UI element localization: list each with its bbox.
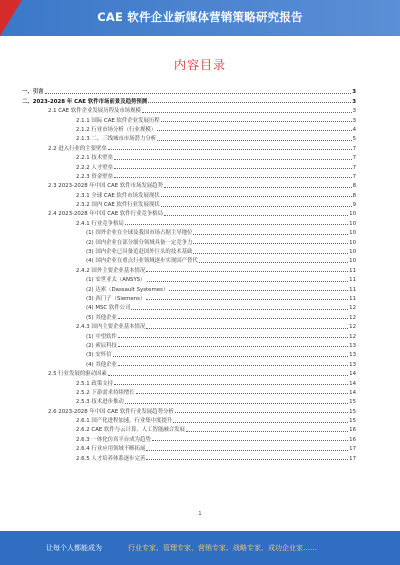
toc-entry[interactable] bbox=[22, 302, 356, 311]
toc-entry-title: 2.1.2 行业市场分析（行业规模） bbox=[76, 126, 157, 133]
toc-leader-dots bbox=[161, 206, 352, 207]
toc-entry-title: 2.3.1 全球 CAE 软件市场发展现状 bbox=[76, 192, 160, 199]
toc-leader-dots bbox=[142, 112, 352, 113]
toc-entry-page: 12 bbox=[349, 333, 356, 340]
toc-entry[interactable] bbox=[22, 321, 356, 330]
toc-entry-page: 13 bbox=[349, 342, 356, 349]
toc-leader-dots bbox=[169, 290, 348, 291]
toc-leader-dots bbox=[146, 299, 348, 300]
toc-entry[interactable] bbox=[22, 171, 356, 180]
toc-entry-page: 10 bbox=[349, 249, 356, 256]
toc-entry-title: 2.3 2023-2028 年中国 CAE 软件市场发展趋势 bbox=[48, 183, 163, 190]
toc-entry-page: 12 bbox=[349, 305, 356, 312]
toc-entry-title: (3) 西门子（Siemens） bbox=[86, 295, 146, 302]
toc-entry[interactable] bbox=[22, 349, 356, 358]
toc-entry-page: 14 bbox=[349, 371, 356, 378]
toc-entry[interactable] bbox=[22, 124, 356, 133]
toc-entry[interactable] bbox=[22, 368, 356, 377]
toc-entry-page: 11 bbox=[349, 277, 356, 284]
toc-entry-title: 2.6.4 行业应用领域不断拓展 bbox=[76, 446, 146, 453]
toc-entry-title: 2.4.1 行业竞争格局 bbox=[76, 220, 124, 227]
toc-entry[interactable] bbox=[22, 415, 356, 424]
report-footer bbox=[0, 531, 400, 565]
toc-leader-dots bbox=[175, 412, 348, 413]
toc-leader-dots bbox=[147, 281, 349, 282]
toc-leader-dots bbox=[161, 196, 352, 197]
toc-leader-dots bbox=[113, 356, 349, 357]
toc-entry-page: 12 bbox=[349, 314, 356, 321]
toc-entry[interactable] bbox=[22, 246, 356, 255]
toc-entry-title: 2.5 行业发展的驱动因素 bbox=[48, 371, 107, 378]
toc-entry[interactable] bbox=[22, 199, 356, 208]
toc-leader-dots bbox=[45, 93, 352, 94]
toc-entry-page: 11 bbox=[349, 267, 356, 274]
toc-entry-page: 16 bbox=[349, 436, 356, 443]
toc-entry-title: 2.6.1 国产化进程加速，行业集中度提升 bbox=[76, 418, 173, 425]
toc-leader-dots bbox=[146, 450, 348, 451]
toc-entry[interactable] bbox=[22, 217, 356, 226]
toc-entry-title: 2.2.1 技术壁垒 bbox=[76, 155, 113, 162]
toc-entry[interactable] bbox=[22, 227, 356, 236]
toc-leader-dots bbox=[157, 130, 351, 131]
toc-entry-title: (1) 中望软件 bbox=[86, 333, 117, 340]
toc-entry-title: (1) 国外企业在全球及我国市场占据主导地位 bbox=[86, 230, 193, 237]
toc-entry[interactable] bbox=[22, 396, 356, 405]
report-title: CAE 软件企业新媒体营销策略研究报告 bbox=[97, 10, 303, 24]
toc-entry-title: 2.2.3 资金壁垒 bbox=[76, 173, 113, 180]
toc-entry-title: (4) 国内企业在重点行业领域逐步实现国产替代 bbox=[86, 258, 198, 265]
toc-leader-dots bbox=[125, 403, 348, 404]
toc-leader-dots bbox=[193, 243, 348, 244]
toc-entry[interactable] bbox=[22, 208, 356, 217]
toc-entry-page: 3 bbox=[352, 117, 356, 124]
toc-entry-page: 11 bbox=[349, 295, 356, 302]
table-of-contents bbox=[22, 86, 356, 462]
toc-entry[interactable] bbox=[22, 340, 356, 349]
toc-entry-title: 2.1.1 国际 CAE 软件企业发展历程 bbox=[76, 117, 160, 124]
toc-heading: 内容目录 bbox=[173, 58, 226, 72]
toc-entry-page: 15 bbox=[349, 418, 356, 425]
toc-entry-title: 2.5.2 下游需求持续增长 bbox=[76, 389, 135, 396]
toc-entry[interactable] bbox=[22, 180, 356, 189]
toc-leader-dots bbox=[146, 459, 348, 460]
toc-entry-page: 14 bbox=[349, 380, 356, 387]
toc-entry[interactable] bbox=[22, 283, 356, 292]
toc-leader-dots bbox=[131, 309, 348, 310]
toc-entry-title: (3) 安怀信 bbox=[86, 352, 112, 359]
toc-entry-title: 2.4.2 国外主要企业基本情况 bbox=[76, 267, 146, 274]
toc-leader-dots bbox=[173, 422, 348, 423]
toc-leader-dots bbox=[118, 346, 348, 347]
toc-leader-dots bbox=[114, 159, 352, 160]
toc-entry[interactable] bbox=[22, 236, 356, 245]
toc-entry-title: 2.3.2 国内 CAE 软件行业发展现状 bbox=[76, 202, 160, 209]
toc-entry-title: 2.6.3 一体化仿真平台成为趋势 bbox=[76, 436, 151, 443]
toc-entry-page: 13 bbox=[349, 361, 356, 368]
toc-entry-title: 2.6 2023-2028 年中国 CAE 软件行业发展趋势分析 bbox=[48, 408, 174, 415]
toc-entry[interactable] bbox=[22, 311, 356, 320]
toc-leader-dots bbox=[114, 168, 352, 169]
toc-leader-dots bbox=[161, 121, 352, 122]
toc-leader-dots bbox=[146, 271, 348, 272]
toc-entry[interactable] bbox=[22, 330, 356, 339]
toc-entry-page: 15 bbox=[349, 399, 356, 406]
toc-leader-dots bbox=[118, 318, 348, 319]
toc-entry-title: 2.1.3 二、三线城市市场潜力分析 bbox=[76, 136, 157, 143]
toc-entry-page: 16 bbox=[349, 427, 356, 434]
toc-entry-page: 7 bbox=[352, 164, 356, 171]
toc-entry-page: 7 bbox=[352, 173, 356, 180]
toc-entry-page: 5 bbox=[352, 136, 356, 143]
toc-entry[interactable] bbox=[22, 133, 356, 142]
toc-entry[interactable] bbox=[22, 358, 356, 367]
toc-entry-title: 一、引言 bbox=[22, 89, 44, 96]
toc-leader-dots bbox=[164, 187, 352, 188]
toc-leader-dots bbox=[146, 328, 348, 329]
toc-entry-title: (2) 达索（Dassault Systemes） bbox=[86, 286, 169, 293]
toc-entry-title: (4) MSC 软件公司 bbox=[86, 305, 131, 312]
toc-entry-title: 二、2023-2028 年 CAE 软件市场前景及趋势预测 bbox=[22, 98, 148, 105]
toc-entry[interactable] bbox=[22, 443, 356, 452]
toc-leader-dots bbox=[199, 262, 348, 263]
toc-entry-page: 10 bbox=[349, 211, 356, 218]
toc-entry[interactable] bbox=[22, 293, 356, 302]
toc-entry-page: 7 bbox=[352, 145, 356, 152]
toc-leader-dots bbox=[164, 215, 348, 216]
toc-entry[interactable] bbox=[22, 274, 356, 283]
toc-entry-title: (2) 索辰科技 bbox=[86, 342, 117, 349]
toc-entry-page: 8 bbox=[352, 192, 356, 199]
toc-entry-title: (5) 其他企业 bbox=[86, 314, 117, 321]
toc-entry-page: 9 bbox=[352, 202, 356, 209]
toc-entry[interactable] bbox=[22, 405, 356, 414]
toc-entry-title: 2.6.5 人才培养体系逐步完善 bbox=[76, 455, 146, 462]
toc-entry[interactable] bbox=[22, 161, 356, 170]
toc-entry[interactable] bbox=[22, 452, 356, 461]
page-number: 1 bbox=[198, 511, 202, 517]
toc-entry-title: (3) 国内企业已具备追赶国外巨头的技术基础 bbox=[86, 249, 193, 256]
toc-entry[interactable] bbox=[22, 152, 356, 161]
toc-entry-page: 3 bbox=[352, 108, 356, 115]
toc-leader-dots bbox=[148, 102, 351, 103]
toc-entry[interactable] bbox=[22, 86, 356, 95]
footer-tagline: 行业专家、管理专家、营销专家、战略专家、成功企业家…… bbox=[128, 544, 317, 552]
toc-entry-page: 15 bbox=[349, 408, 356, 415]
toc-entry[interactable] bbox=[22, 95, 356, 104]
toc-entry-page: 10 bbox=[349, 258, 356, 265]
toc-entry[interactable] bbox=[22, 424, 356, 433]
toc-leader-dots bbox=[193, 234, 348, 235]
toc-entry[interactable] bbox=[22, 105, 356, 114]
report-header bbox=[0, 0, 400, 36]
toc-entry[interactable] bbox=[22, 387, 356, 396]
toc-entry-page: 12 bbox=[349, 324, 356, 331]
toc-leader-dots bbox=[108, 375, 348, 376]
footer-brand: 让每个人都能成为 bbox=[46, 544, 102, 552]
toc-entry-title: 2.1 CAE 软件企业发展历程及市场规模 bbox=[48, 108, 141, 115]
toc-entry-page: 13 bbox=[349, 352, 356, 359]
toc-entry-page: 8 bbox=[352, 183, 356, 190]
toc-leader-dots bbox=[125, 224, 348, 225]
toc-entry-title: 2.4.3 国内主要企业基本情况 bbox=[76, 324, 146, 331]
toc-leader-dots bbox=[114, 384, 348, 385]
toc-entry[interactable] bbox=[22, 114, 356, 123]
toc-entry[interactable] bbox=[22, 142, 356, 151]
toc-entry[interactable] bbox=[22, 189, 356, 198]
toc-leader-dots bbox=[136, 393, 349, 394]
toc-entry-page: 10 bbox=[349, 230, 356, 237]
toc-entry-title: 2.2.2 人才壁垒 bbox=[76, 164, 113, 171]
toc-entry-title: 2.5.1 政策支持 bbox=[76, 380, 113, 387]
toc-entry-title: 2.2 进入行业的主要壁垒 bbox=[48, 145, 107, 152]
toc-leader-dots bbox=[108, 149, 352, 150]
toc-entry-title: (2) 国内企业在部分细分领域具备一定竞争力 bbox=[86, 239, 193, 246]
toc-leader-dots bbox=[193, 253, 348, 254]
toc-entry-page: 4 bbox=[352, 126, 356, 133]
toc-entry-page: 17 bbox=[349, 455, 356, 462]
toc-leader-dots bbox=[157, 140, 351, 141]
toc-entry-page: 3 bbox=[352, 98, 356, 105]
toc-entry[interactable] bbox=[22, 264, 356, 273]
toc-entry-page: 10 bbox=[349, 239, 356, 246]
toc-entry-page: 3 bbox=[352, 89, 356, 96]
toc-entry-page: 7 bbox=[352, 155, 356, 162]
toc-entry-title: 2.5.3 技术进步推动 bbox=[76, 399, 124, 406]
toc-leader-dots bbox=[114, 177, 352, 178]
toc-entry-title: (1) 安世亚太（ANSYS） bbox=[86, 277, 146, 284]
toc-leader-dots bbox=[152, 440, 348, 441]
toc-entry-page: 17 bbox=[349, 446, 356, 453]
toc-entry[interactable] bbox=[22, 377, 356, 386]
toc-entry[interactable] bbox=[22, 255, 356, 264]
toc-entry-page: 10 bbox=[349, 220, 356, 227]
toc-entry-title: (4) 其他企业 bbox=[86, 361, 117, 368]
toc-entry[interactable] bbox=[22, 433, 356, 442]
toc-entry-title: 2.4 2023-2028 年中国 CAE 软件行业竞争格局 bbox=[48, 211, 163, 218]
toc-entry-title: 2.6.2 CAE 软件与云计算、人工智能融合发展 bbox=[76, 427, 185, 434]
toc-leader-dots bbox=[118, 337, 348, 338]
toc-leader-dots bbox=[118, 365, 348, 366]
toc-entry-page: 14 bbox=[349, 389, 356, 396]
toc-leader-dots bbox=[186, 431, 348, 432]
toc-entry-page: 11 bbox=[349, 286, 356, 293]
